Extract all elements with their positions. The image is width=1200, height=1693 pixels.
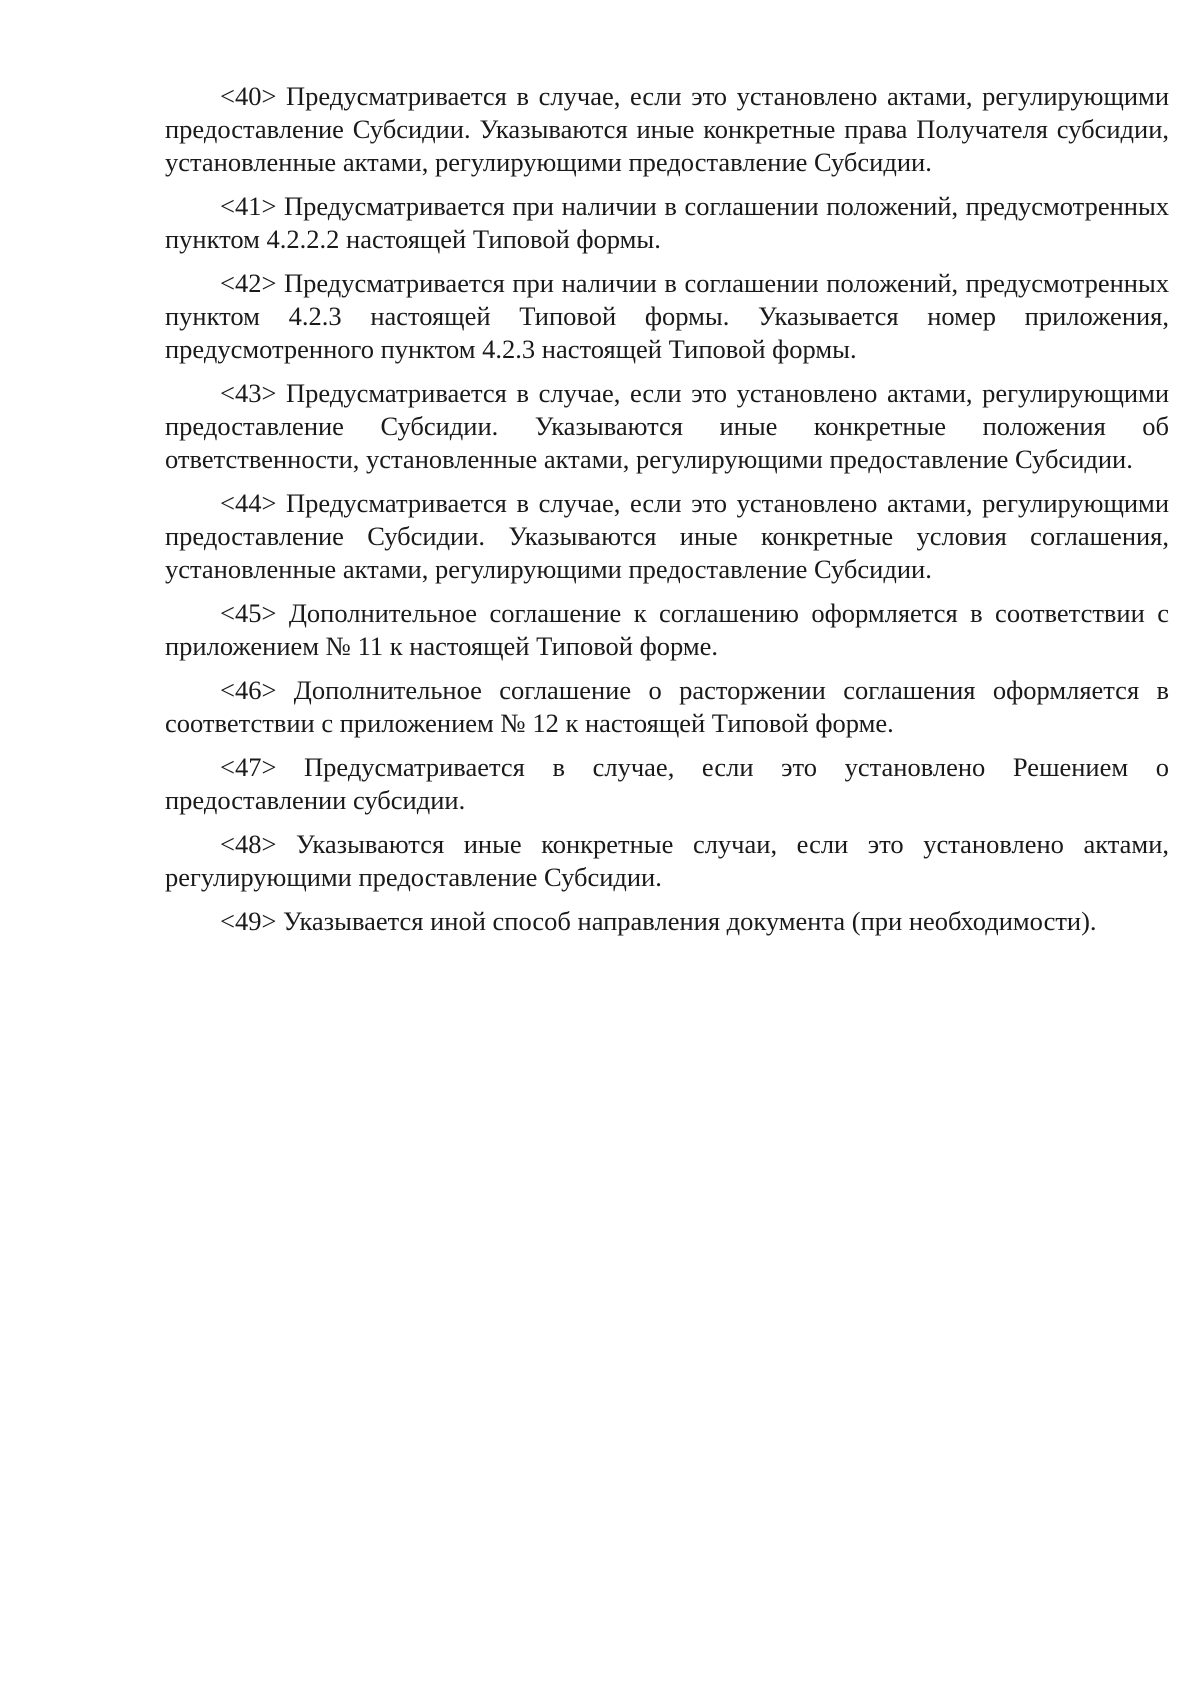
footnote-42 — [165, 267, 1169, 366]
footnote-marker: <41> — [220, 191, 277, 221]
footnote-text: Предусматривается в случае, если это установлено актами, регулирующими предоставление Субсидии. Указываются иные конкретные положения об ответственности, установленные актами, регулирующими предоставление Субсидии. — [165, 378, 1170, 474]
footnote-44 — [165, 487, 1169, 586]
footnote-marker: <43> — [220, 378, 277, 408]
footnote-40 — [165, 80, 1169, 179]
footnote-45 — [165, 597, 1169, 663]
footnote-marker: <46> — [220, 675, 277, 705]
footnote-text: Предусматривается при наличии в соглашении положений, предусмотренных пунктом 4.2.2.2 настоящей Типовой формы. — [165, 191, 1169, 254]
footnote-marker: <40> — [220, 81, 277, 111]
footnote-marker: <47> — [220, 752, 277, 782]
footnote-49 — [165, 905, 1169, 938]
footnotes-section — [165, 80, 1169, 949]
footnote-text: Дополнительное соглашение к соглашению оформляется в соответствии с приложением № 11 к настоящей Типовой форме. — [165, 598, 1169, 661]
footnote-43 — [165, 377, 1169, 476]
footnote-text: Дополнительное соглашение о расторжении соглашения оформляется в соответствии с приложением № 12 к настоящей Типовой форме. — [165, 675, 1170, 738]
footnote-47 — [165, 751, 1169, 817]
footnote-text: Указываются иные конкретные случаи, если это установлено актами, регулирующими предоставление Субсидии. — [165, 829, 1170, 892]
footnote-41 — [165, 190, 1169, 256]
footnote-46 — [165, 674, 1169, 740]
footnote-marker: <44> — [220, 488, 277, 518]
footnote-48 — [165, 828, 1169, 894]
footnote-marker: <48> — [220, 829, 277, 859]
footnote-marker: <42> — [220, 268, 277, 298]
footnote-text: Предусматривается в случае, если это установлено Решением о предоставлении субсидии. — [165, 752, 1169, 815]
footnote-text: Предусматривается в случае, если это установлено актами, регулирующими предоставление Субсидии. Указываются иные конкретные права Получателя субсидии, установленные актами, регулирующими предоставление Субсидии. — [165, 81, 1170, 177]
footnote-text: Предусматривается в случае, если это установлено актами, регулирующими предоставление Субсидии. Указываются иные конкретные условия соглашения, установленные актами, регулирующими предоставление Субсидии. — [165, 488, 1170, 584]
footnote-text: Предусматривается при наличии в соглашении положений, предусмотренных пунктом 4.2.3 настоящей Типовой формы. Указывается номер приложения, предусмотренного пунктом 4.2.3 настоящей Типовой формы. — [165, 268, 1169, 364]
footnote-text: Указывается иной способ направления документа (при необходимости). — [283, 906, 1097, 936]
footnote-marker: <49> — [220, 906, 277, 936]
footnote-marker: <45> — [220, 598, 277, 628]
